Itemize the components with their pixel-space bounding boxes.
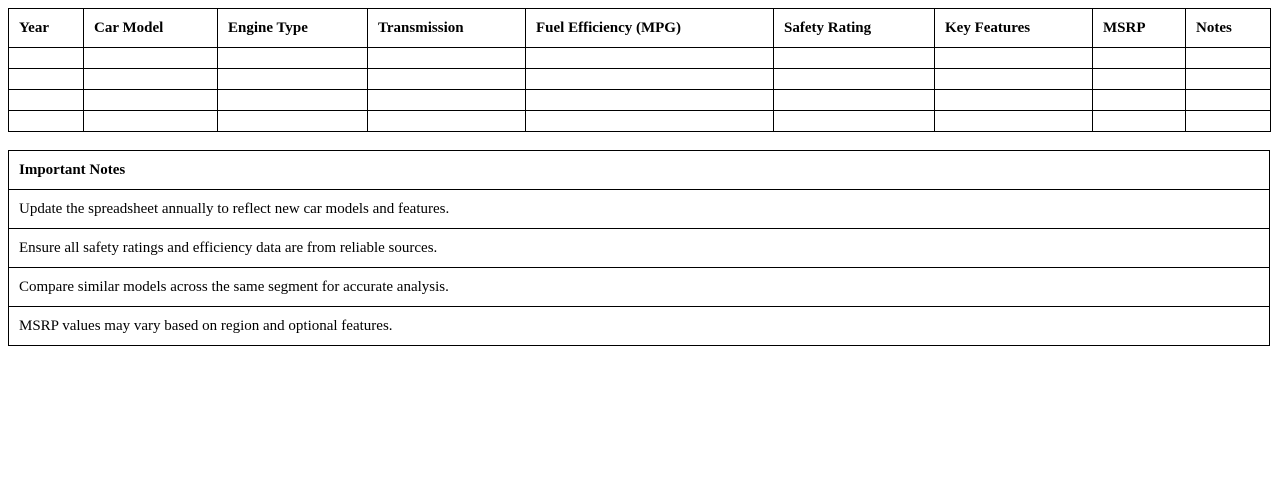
note-text: Update the spreadsheet annually to reflect new car models and features. (9, 190, 1270, 229)
note-text: Ensure all safety ratings and efficiency data are from reliable sources. (9, 229, 1270, 268)
table-cell[interactable] (9, 90, 84, 111)
table-cell[interactable] (1186, 69, 1271, 90)
table-cell[interactable] (774, 90, 935, 111)
table-cell[interactable] (9, 48, 84, 69)
table-cell[interactable] (526, 48, 774, 69)
table-cell[interactable] (368, 111, 526, 132)
car-comparison-table (8, 8, 1271, 132)
table-row (9, 48, 1271, 69)
notes-header-row (9, 151, 1270, 190)
table-cell[interactable] (774, 48, 935, 69)
table-cell[interactable] (218, 69, 368, 90)
column-header-year: Year (9, 9, 84, 48)
table-cell[interactable] (84, 111, 218, 132)
list-item (9, 190, 1270, 229)
table-cell[interactable] (9, 69, 84, 90)
table-cell[interactable] (774, 69, 935, 90)
column-header-fuel-efficiency: Fuel Efficiency (MPG) (526, 9, 774, 48)
table-row (9, 90, 1271, 111)
table-cell[interactable] (218, 90, 368, 111)
column-header-safety-rating: Safety Rating (774, 9, 935, 48)
table-cell[interactable] (84, 90, 218, 111)
table-cell[interactable] (368, 48, 526, 69)
column-header-key-features: Key Features (935, 9, 1093, 48)
table-cell[interactable] (935, 111, 1093, 132)
table-row (9, 69, 1271, 90)
table-cell[interactable] (84, 69, 218, 90)
header-row (9, 9, 1271, 48)
notes-title: Important Notes (9, 151, 1270, 190)
note-text: Compare similar models across the same segment for accurate analysis. (9, 268, 1270, 307)
table-cell[interactable] (935, 90, 1093, 111)
table-row (9, 111, 1271, 132)
table-cell[interactable] (1093, 69, 1186, 90)
table-cell[interactable] (1093, 48, 1186, 69)
table-cell[interactable] (526, 90, 774, 111)
table-cell[interactable] (368, 90, 526, 111)
table-cell[interactable] (1093, 90, 1186, 111)
table-cell[interactable] (1186, 111, 1271, 132)
table-cell[interactable] (1093, 111, 1186, 132)
table-cell[interactable] (935, 48, 1093, 69)
list-item (9, 229, 1270, 268)
table-cell[interactable] (774, 111, 935, 132)
list-item (9, 268, 1270, 307)
column-header-transmission: Transmission (368, 9, 526, 48)
important-notes-table (8, 150, 1270, 346)
table-cell[interactable] (526, 69, 774, 90)
table-cell[interactable] (84, 48, 218, 69)
table-cell[interactable] (368, 69, 526, 90)
table-cell[interactable] (1186, 90, 1271, 111)
table-cell[interactable] (218, 111, 368, 132)
table-cell[interactable] (1186, 48, 1271, 69)
list-item (9, 307, 1270, 346)
table-cell[interactable] (935, 69, 1093, 90)
column-header-notes: Notes (1186, 9, 1271, 48)
table-cell[interactable] (9, 111, 84, 132)
table-cell[interactable] (526, 111, 774, 132)
table-cell[interactable] (218, 48, 368, 69)
column-header-engine-type: Engine Type (218, 9, 368, 48)
note-text: MSRP values may vary based on region and optional features. (9, 307, 1270, 346)
column-header-msrp: MSRP (1093, 9, 1186, 48)
column-header-car-model: Car Model (84, 9, 218, 48)
